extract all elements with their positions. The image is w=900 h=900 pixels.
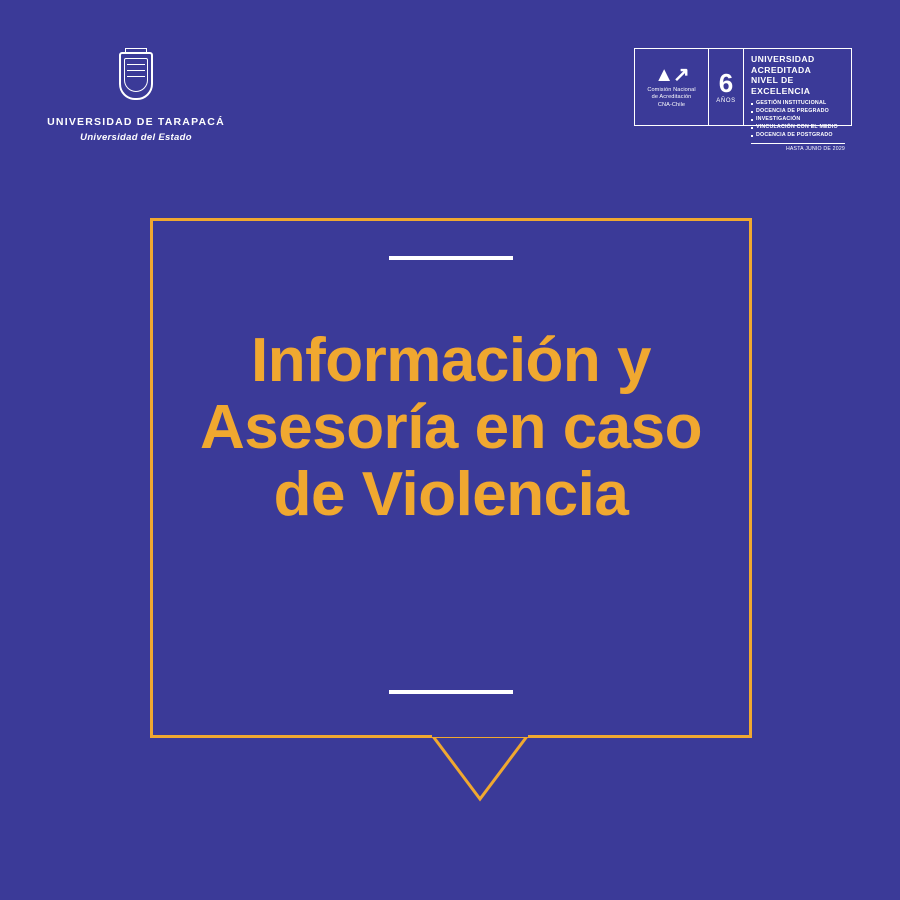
university-name: UNIVERSIDAD DE TARAPACÁ bbox=[47, 116, 225, 128]
accreditation-badge bbox=[634, 48, 852, 152]
agency-line-1: Comisión Nacional bbox=[647, 86, 696, 93]
accreditation-validity: HASTA JUNIO DE 2029 bbox=[751, 143, 845, 152]
university-logo bbox=[36, 48, 236, 143]
list-item: DOCENCIA DE POSTGRADO bbox=[751, 132, 845, 140]
list-item: INVESTIGACIÓN bbox=[751, 116, 845, 124]
university-subtitle: Universidad del Estado bbox=[80, 131, 192, 143]
cna-logo-icon: ▲↗ bbox=[654, 63, 689, 86]
list-item: GESTIÓN INSTITUCIONAL bbox=[751, 100, 845, 108]
accreditation-years-number: 6 bbox=[718, 68, 734, 98]
page-title: Información y Asesoría en caso de Violencia bbox=[199, 326, 703, 529]
accreditation-areas-list bbox=[751, 100, 845, 140]
university-crest-icon bbox=[113, 48, 159, 110]
accreditation-years bbox=[709, 49, 744, 125]
agency-line-3: CNA-Chile bbox=[657, 101, 686, 108]
horizontal-rule-icon-bottom bbox=[389, 690, 513, 694]
accreditation-details bbox=[744, 49, 851, 152]
speech-bubble bbox=[150, 218, 752, 738]
horizontal-rule-icon-top bbox=[389, 256, 513, 260]
accreditation-title-1: UNIVERSIDAD ACREDITADA bbox=[751, 54, 815, 75]
list-item: VINCULACIÓN CON EL MEDIO bbox=[751, 124, 845, 132]
accreditation-title-2: NIVEL DE EXCELENCIA bbox=[751, 75, 811, 97]
accreditation-years-label: AÑOS bbox=[716, 98, 736, 104]
agency-line-2: de Acreditación bbox=[651, 94, 692, 101]
list-item: DOCENCIA DE PREGRADO bbox=[751, 108, 845, 116]
accreditation-agency bbox=[635, 49, 709, 125]
